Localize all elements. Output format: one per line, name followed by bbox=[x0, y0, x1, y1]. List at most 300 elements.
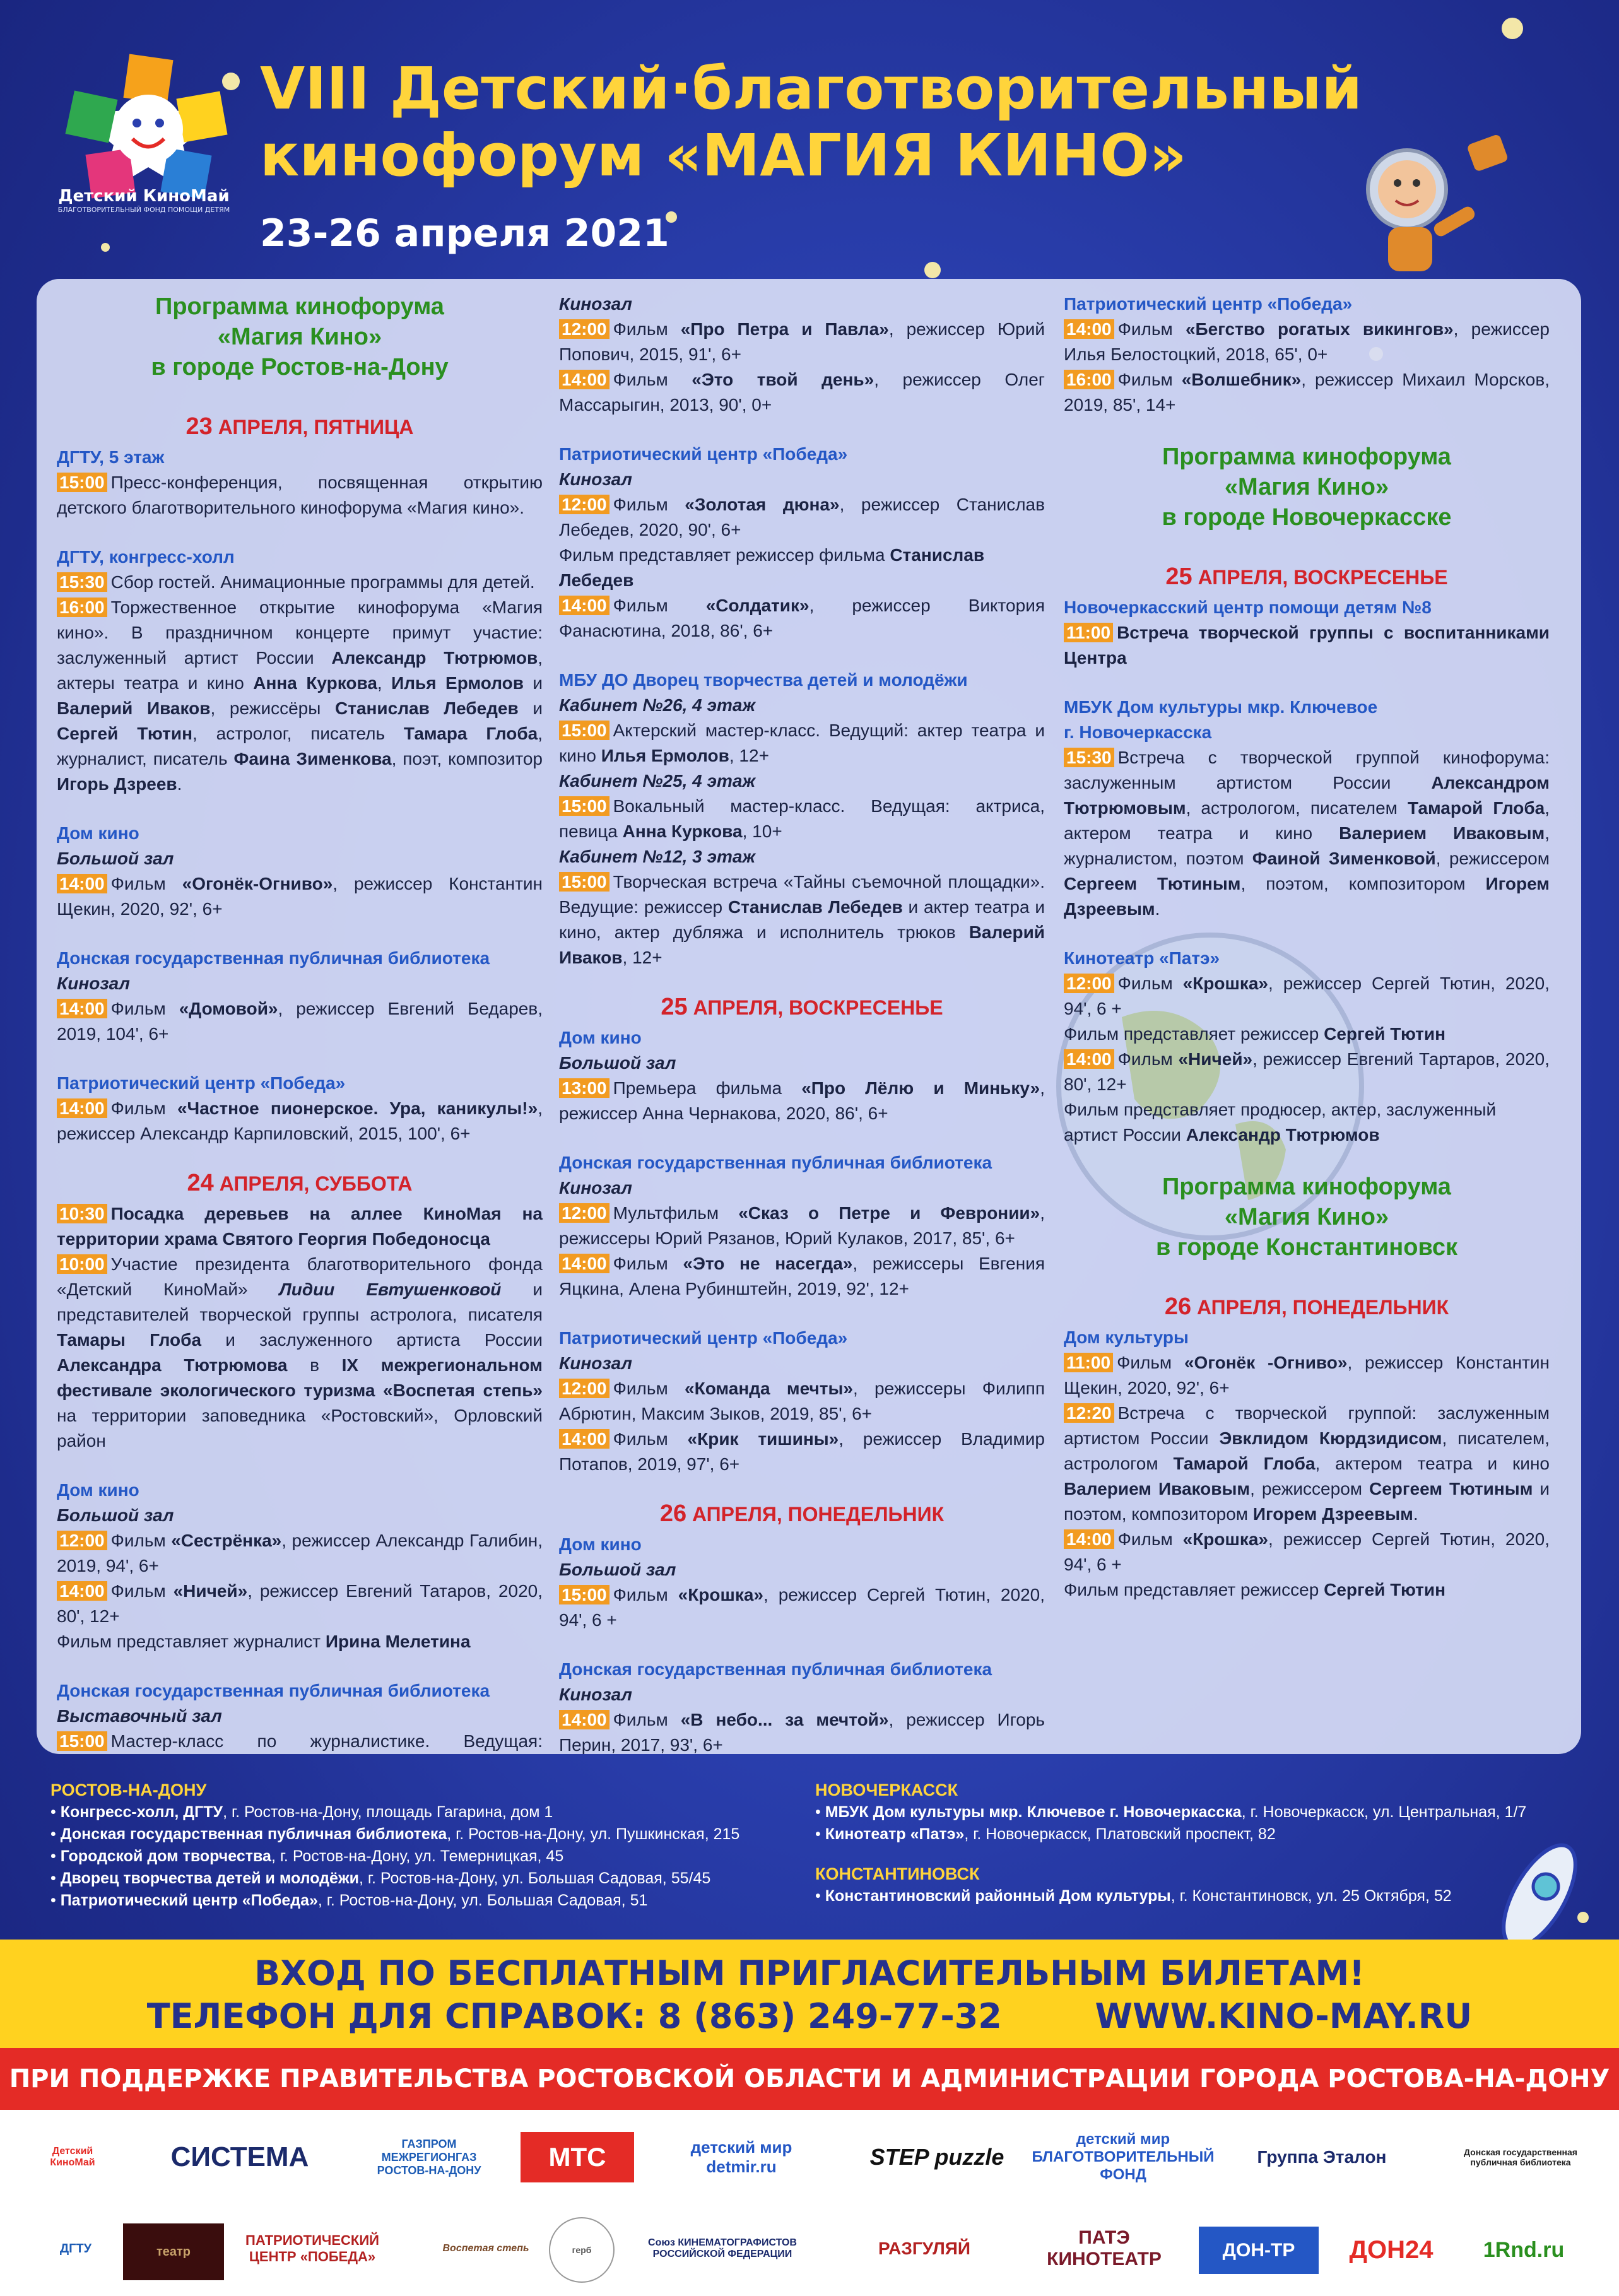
film-title: «Крошка» bbox=[1182, 974, 1269, 993]
day-heading-26 bbox=[559, 1501, 1045, 1527]
event-text: , режиссер Константин Щекин, 2020, 92', 6+ bbox=[57, 874, 543, 919]
event-text: Фильм представляет режиссер bbox=[1064, 1024, 1324, 1044]
event-text: и актер театра и кино, актер дубляжа и исполнитель трюков bbox=[559, 897, 1045, 942]
event-text: в bbox=[287, 1355, 342, 1375]
event-text: Фильм bbox=[1117, 974, 1183, 993]
address-name: МБУК Дом культуры мкр. Ключевое г. Новочеркасска bbox=[825, 1803, 1242, 1821]
day-label: АПРЕЛЯ, ВОСКРЕСЕНЬЕ bbox=[687, 996, 943, 1019]
event-text: Вокальный мастер-класс. Ведущая: актриса, певица bbox=[559, 796, 1045, 841]
event-entry bbox=[57, 470, 543, 521]
event-text: Фильм bbox=[1117, 1353, 1184, 1372]
event-entry bbox=[559, 367, 1045, 418]
city-heading: РОСТОВ-НА-ДОНУ bbox=[50, 1781, 207, 1799]
person-name: Анна Куркова bbox=[622, 821, 743, 841]
event-text: Фильм представляет режиссер фильма bbox=[559, 545, 890, 565]
event-text: Фильм bbox=[110, 999, 179, 1018]
time-badge: 14:00 bbox=[559, 370, 609, 389]
hall-name: Кинозал bbox=[57, 974, 130, 993]
event-block bbox=[559, 1657, 1045, 1754]
time-badge: 15:00 bbox=[559, 1585, 609, 1604]
event-entry bbox=[57, 595, 543, 797]
event-text: , режиссер Евгений Бедарев, 2019, 104', 6+ bbox=[57, 999, 543, 1044]
film-title: «Крошка» bbox=[1182, 1529, 1269, 1549]
event-entry bbox=[559, 1427, 1045, 1477]
venue-name: Дом кино bbox=[57, 823, 139, 843]
page-title bbox=[260, 56, 1459, 189]
event-text: Мультфильм bbox=[613, 1203, 739, 1223]
day-number: 26 bbox=[1164, 1293, 1192, 1320]
column-novocherkassk-konstantinovsk bbox=[1064, 291, 1550, 1627]
film-title: «Огонёк-Огниво» bbox=[182, 874, 333, 893]
city-heading: КОНСТАНТИНОВСК bbox=[815, 1864, 980, 1883]
event-dates: 23-26 апреля 2021 bbox=[260, 211, 669, 256]
person-name: Игорь Дзреев bbox=[57, 774, 177, 794]
address-name: Кинотеатр «Патэ» bbox=[825, 1825, 965, 1843]
venue-name: ДГТУ, 5 этаж bbox=[57, 447, 165, 467]
program-heading-line: «Магия Кино» bbox=[1224, 1204, 1389, 1230]
event-text: Фильм bbox=[613, 370, 692, 389]
person-name: Игорем Дзреевым bbox=[1064, 874, 1550, 919]
time-badge: 15:00 bbox=[559, 872, 609, 892]
event-text: , режиссер Сергей Тютин, 2020, 94', 6 + bbox=[1064, 974, 1550, 1018]
event-text: , режиссер Олег Массарыгин, 2013, 90', 0+ bbox=[559, 370, 1045, 415]
event-text: , режиссер Станислав Лебедев, 2020, 90', 6+ bbox=[559, 495, 1045, 539]
film-title: «Про Петра и Павла» bbox=[680, 319, 889, 339]
time-badge: 14:00 bbox=[559, 1254, 609, 1273]
event-text: , журналистом, поэтом bbox=[1064, 823, 1550, 868]
sponsor-logo: ДОН24 bbox=[1349, 2236, 1434, 2264]
time-badge: 11:00 bbox=[1064, 623, 1113, 642]
program-heading-line: Программа кинофорума bbox=[1162, 1174, 1451, 1200]
event-entry bbox=[559, 1251, 1045, 1302]
event-text: . bbox=[1155, 899, 1160, 919]
program-heading-line: в городе Ростов-на-Дону bbox=[151, 354, 449, 380]
event-text: Фильм bbox=[1117, 319, 1186, 339]
column-rostov-2 bbox=[559, 291, 1045, 1754]
event-text: , поэтом, композитором bbox=[1240, 874, 1486, 893]
program-heading-konstantinovsk bbox=[1064, 1172, 1550, 1263]
sponsor-logo: ГАЗПРОМ МЕЖРЕГИОНГАЗ РОСТОВ-НА-ДОНУ bbox=[377, 2137, 481, 2177]
film-title: «Солдатик» bbox=[705, 596, 810, 615]
event-entry bbox=[1064, 317, 1550, 367]
event-block bbox=[559, 1025, 1045, 1126]
time-badge: 12:00 bbox=[559, 495, 609, 514]
event-entry bbox=[559, 718, 1045, 768]
day-label: АПРЕЛЯ, ПЯТНИЦА bbox=[212, 416, 414, 439]
film-title: «Волшебник» bbox=[1181, 370, 1302, 389]
event-block bbox=[559, 291, 1045, 418]
event-text: на территории заповедника «Ростовский», Орловский район bbox=[57, 1406, 543, 1451]
event-block bbox=[57, 1678, 543, 1754]
venue-name: Донская государственная публичная библиотека bbox=[559, 1153, 992, 1172]
person-name: Сергей Тютин bbox=[57, 724, 192, 743]
person-name: Фаиной Зименковой bbox=[1252, 849, 1436, 868]
hall-name: Кинозал bbox=[559, 1685, 632, 1704]
event-text: , режиссер Игорь Перин, 2017, 93', 6+ bbox=[559, 1710, 1045, 1754]
event-block bbox=[57, 821, 543, 922]
address-name: Донская государственная публичная библиотека bbox=[60, 1825, 447, 1843]
day-heading-25 bbox=[559, 994, 1045, 1020]
event-text: , режиссеры Евгения Яцкина, Алена Рубинштейн, 2019, 92', 12+ bbox=[559, 1254, 1045, 1298]
day-number: 26 bbox=[659, 1500, 687, 1527]
time-badge: 12:00 bbox=[559, 1379, 609, 1398]
event-note bbox=[1064, 1021, 1550, 1047]
address-name: Конгресс-холл, ДГТУ bbox=[60, 1803, 223, 1821]
venue-name: Патриотический центр «Победа» bbox=[57, 1073, 346, 1093]
event-text: Фильм bbox=[613, 1379, 685, 1398]
event-text: Фильм bbox=[613, 1429, 688, 1449]
person-name: Тамара Глоба bbox=[403, 724, 538, 743]
event-entry bbox=[1064, 1401, 1550, 1527]
person-name: Станислав Лебедев bbox=[559, 545, 985, 590]
venue-name: МБУ ДО Дворец творчества детей и молодёжи bbox=[559, 670, 968, 690]
venue-name: Новочеркасский центр помощи детям №8 bbox=[1064, 598, 1432, 617]
event-block bbox=[1064, 695, 1550, 922]
film-title: «Домовой» bbox=[179, 999, 278, 1018]
event-text: Торжественное открытие кинофорума «Магия кино». В праздничном концерте примут участие: заслуженный артист России bbox=[57, 598, 543, 668]
event-text: , 10+ bbox=[742, 821, 782, 841]
time-badge: 15:00 bbox=[57, 473, 107, 492]
program-heading-line: в городе Константиновск bbox=[1155, 1234, 1458, 1261]
program-heading-rostov bbox=[57, 291, 543, 382]
event-entry bbox=[57, 1201, 543, 1252]
time-badge: 10:00 bbox=[57, 1254, 107, 1274]
address-item: • Конгресс-холл, ДГТУ, г. Ростов-на-Дону, площадь Гагарина, дом 1 bbox=[50, 1803, 553, 1821]
day-heading-25 bbox=[1064, 564, 1550, 590]
event-text: , режиссер Сергей Тютин, 2020, 94', 6 + bbox=[1064, 1529, 1550, 1574]
hall-name: Большой зал bbox=[57, 849, 174, 868]
person-name: Валерий Иваков bbox=[57, 698, 211, 718]
address-name: Константиновский районный Дом культуры bbox=[825, 1887, 1171, 1905]
program-heading-line: Программа кинофорума bbox=[155, 293, 444, 320]
time-badge: 12:00 bbox=[1064, 974, 1114, 993]
address-item: • Донская государственная публичная библиотека, г. Ростов-на-Дону, ул. Пушкинская, 215 bbox=[50, 1825, 740, 1843]
event-text: , режиссер Александр Карпиловский, 2015, 100', 6+ bbox=[57, 1098, 543, 1143]
event-text: Фильм bbox=[1117, 1049, 1179, 1069]
person-name: Сергей Тютин bbox=[1324, 1580, 1446, 1599]
event-text: , журналист, писатель bbox=[57, 724, 543, 768]
room-name: Кабинет №12, 3 этаж bbox=[559, 847, 756, 866]
event-text: Фильм bbox=[110, 1581, 174, 1601]
event-text: , поэт, композитор bbox=[391, 749, 543, 768]
person-name: Илья Ермолов bbox=[391, 673, 524, 693]
address-item: • Дворец творчества детей и молодёжи, г. Ростов-на-Дону, ул. Большая Садовая, 55/45 bbox=[50, 1869, 711, 1887]
event-text: и заслуженного артиста России bbox=[201, 1330, 543, 1350]
sponsor-logo: СИСТЕМА bbox=[170, 2141, 309, 2172]
addresses-novocherkassk bbox=[815, 1779, 1526, 1907]
event-text: , астролог, писатель bbox=[192, 724, 404, 743]
event-entry bbox=[1064, 1527, 1550, 1577]
venue-name: Дом кино bbox=[559, 1534, 642, 1554]
film-title: «Про Лёлю и Миньку» bbox=[801, 1078, 1040, 1098]
time-badge: 14:00 bbox=[57, 1098, 107, 1118]
address-text: , г. Ростов-на-Дону, ул. Темерницкая, 45 bbox=[271, 1847, 564, 1865]
event-block bbox=[559, 442, 1045, 644]
person-name: Эвклидом Кюрдзидисом bbox=[1219, 1428, 1442, 1448]
address-text: , г. Ростов-на-Дону, ул. Большая Садовая, 51 bbox=[317, 1892, 648, 1909]
hall-name: Кинозал bbox=[559, 1353, 632, 1373]
venue-name: Дом кино bbox=[559, 1028, 642, 1047]
time-badge: 14:00 bbox=[57, 1581, 107, 1601]
event-entry bbox=[1064, 1350, 1550, 1401]
event-text: , режиссер Анна Чернакова, 2020, 86', 6+ bbox=[559, 1078, 1045, 1123]
sponsor-logo: герб bbox=[549, 2217, 615, 2283]
phone-text: ТЕЛЕФОН ДЛЯ СПРАВОК: 8 (863) 249-77-32 bbox=[146, 1996, 1002, 2036]
event-text: , режиссер Евгений Тартаров, 2020, 80', 12+ bbox=[1064, 1049, 1550, 1094]
event-entry bbox=[559, 492, 1045, 543]
sponsor-logo: ДГТУ bbox=[59, 2241, 92, 2256]
event-block bbox=[57, 1071, 543, 1146]
event-entry bbox=[57, 1096, 543, 1146]
sponsor-logo: STEP puzzle bbox=[869, 2144, 1004, 2170]
event-text: Мастер-класс по журналистике. Ведущая: bbox=[110, 1731, 543, 1751]
day-label: АПРЕЛЯ, ВОСКРЕСЕНЬЕ bbox=[1192, 566, 1448, 589]
person-name: Илья Ермолов bbox=[601, 746, 729, 765]
venue-name: Кинотеатр «Патэ» bbox=[1064, 948, 1220, 968]
person-name: Сергеем Тютиным bbox=[1064, 874, 1241, 893]
event-entry bbox=[559, 794, 1045, 844]
film-title: «Бегство рогатых викингов» bbox=[1185, 319, 1454, 339]
event-text: , режиссером bbox=[1250, 1479, 1369, 1498]
person-name: Тамарой Глоба bbox=[1173, 1454, 1316, 1473]
time-badge: 14:00 bbox=[1064, 1049, 1114, 1069]
time-badge: 16:00 bbox=[1064, 370, 1114, 389]
event-entry bbox=[57, 871, 543, 922]
person-name: Александр Тютрюмов bbox=[1186, 1125, 1380, 1145]
time-badge: 14:00 bbox=[57, 874, 107, 893]
person-name: Анна Куркова bbox=[253, 673, 377, 693]
event-text: Встреча творческой группы с воспитанниками Центра bbox=[1064, 623, 1550, 668]
event-text: , режиссер Владимир Потапов, 2019, 97', 6+ bbox=[559, 1429, 1045, 1474]
time-badge: 12:20 bbox=[1064, 1403, 1114, 1423]
venue-city: г. Новочеркасска bbox=[1064, 722, 1212, 742]
program-heading-novocherkassk bbox=[1064, 442, 1550, 533]
person-name: Ирина Мелетина bbox=[325, 1632, 471, 1651]
event-text: Фильм представляет режиссер bbox=[1064, 1580, 1324, 1599]
event-entry bbox=[559, 1201, 1045, 1251]
hall-name: Выставочный зал bbox=[57, 1706, 222, 1726]
venue-name: Донская государственная публичная библиотека bbox=[57, 1681, 490, 1700]
time-badge: 15:30 bbox=[57, 572, 107, 592]
event-text: , режиссеры Юрий Рязанов, Юрий Кулаков, 2017, 85', 6+ bbox=[559, 1203, 1045, 1248]
event-text: Сбор гостей. Анимационные программы для детей. bbox=[110, 572, 535, 592]
event-entry bbox=[559, 1376, 1045, 1427]
venue-name: Патриотический центр «Победа» bbox=[1064, 294, 1353, 314]
sponsor-logo: детский мир БЛАГОТВОРИТЕЛЬНЫЙ ФОНД bbox=[1032, 2131, 1215, 2183]
address-name: Дворец творчества детей и молодёжи bbox=[60, 1869, 360, 1887]
venue-name: Патриотический центр «Победа» bbox=[559, 444, 848, 464]
hall-name: Кинозал bbox=[559, 469, 632, 489]
day-number: 25 bbox=[661, 994, 688, 1020]
hall-name: Кинозал bbox=[559, 1178, 632, 1198]
event-block bbox=[1064, 595, 1550, 671]
time-badge: 11:00 bbox=[1064, 1353, 1113, 1372]
city-heading: НОВОЧЕРКАССК bbox=[815, 1781, 958, 1799]
time-badge: 14:00 bbox=[559, 596, 609, 615]
event-block bbox=[559, 1326, 1045, 1477]
event-text: и поэтом, композитором bbox=[1064, 1479, 1550, 1524]
person-name: Валерием Иваковым bbox=[1064, 1479, 1251, 1498]
event-text: , 12+ bbox=[729, 746, 769, 765]
person-name: Станислав Лебедев bbox=[727, 897, 903, 917]
event-entry bbox=[559, 1076, 1045, 1126]
event-text: Премьера фильма bbox=[613, 1078, 802, 1098]
time-badge: 15:00 bbox=[57, 1731, 107, 1751]
address-name: Городской дом творчества bbox=[60, 1847, 271, 1865]
program-heading-line: в городе Новочеркасске bbox=[1162, 504, 1452, 531]
event-entry bbox=[1064, 745, 1550, 922]
event-text: Фильм bbox=[110, 1098, 177, 1118]
sponsor-logo: ПАТЭ КИНОТЕАТР bbox=[1047, 2227, 1162, 2270]
event-entry bbox=[1064, 971, 1550, 1021]
event-entry bbox=[559, 317, 1045, 367]
film-title: «Огонёк -Огниво» bbox=[1184, 1353, 1348, 1372]
event-text: . bbox=[177, 774, 182, 794]
sponsor-logo: МТС bbox=[521, 2132, 634, 2182]
person-name: Валерий Иваков bbox=[559, 922, 1045, 967]
event-note bbox=[1064, 1097, 1550, 1148]
event-text: Встреча с творческой группой кинофорума: заслуженным артистом России bbox=[1064, 748, 1550, 792]
event-text: Фильм bbox=[110, 874, 182, 893]
venue-name: МБУК Дом культуры мкр. Ключевое bbox=[1064, 697, 1378, 717]
film-title: «Крошка» bbox=[678, 1585, 764, 1604]
film-title: «Сестрёнка» bbox=[171, 1531, 282, 1550]
day-label: АПРЕЛЯ, СУББОТА bbox=[213, 1172, 413, 1195]
program-heading-line: «Магия Кино» bbox=[1224, 474, 1389, 500]
festival-name: IX межрегиональном фестивале экологического туризма «Воспетая степь» bbox=[57, 1355, 543, 1400]
venue-name: Патриотический центр «Победа» bbox=[559, 1328, 848, 1348]
time-badge: 15:00 bbox=[559, 721, 609, 740]
time-badge: 15:30 bbox=[1064, 748, 1114, 767]
event-text: , режиссером bbox=[1435, 849, 1550, 868]
sponsor-logo: Детский КиноМай bbox=[50, 2146, 95, 2168]
event-text: , 12+ bbox=[622, 948, 662, 967]
support-banner: ПРИ ПОДДЕРЖКЕ ПРАВИТЕЛЬСТВА РОСТОВСКОЙ ОБЛАСТИ И АДМИНИСТРАЦИИ ГОРОДА РОСТОВА-НА-ДОНУ bbox=[0, 2048, 1619, 2110]
address-item: • Кинотеатр «Патэ», г. Новочеркасск, Платовский проспект, 82 bbox=[815, 1825, 1276, 1843]
event-text: , режиссер Александр Галибин, 2019, 94', 6+ bbox=[57, 1531, 543, 1575]
film-title: «Крик тишины» bbox=[687, 1429, 839, 1449]
film-title: «Ничей» bbox=[1178, 1049, 1253, 1069]
logo-sub: БЛАГОТВОРИТЕЛЬНЫЙ ФОНД ПОМОЩИ ДЕТЯМ bbox=[57, 206, 230, 214]
event-text: Фильм bbox=[613, 1585, 678, 1604]
person-name: Станислав Лебедев bbox=[335, 698, 519, 718]
event-entry bbox=[57, 1579, 543, 1629]
time-badge: 14:00 bbox=[559, 1429, 609, 1449]
person-name: Сергей Тютин bbox=[1324, 1024, 1446, 1044]
address-item: • Патриотический центр «Победа», г. Ростов-на-Дону, ул. Большая Садовая, 51 bbox=[50, 1892, 648, 1909]
event-entry bbox=[559, 593, 1045, 644]
event-note bbox=[57, 1629, 543, 1654]
time-badge: 12:00 bbox=[57, 1531, 107, 1550]
hall-name: Большой зал bbox=[559, 1560, 676, 1579]
event-text: , режиссер Сергей Тютин, 2020, 94', 6 + bbox=[559, 1585, 1045, 1630]
person-name: Александра Тютрюмова bbox=[57, 1355, 288, 1375]
address-text: , г. Новочеркасск, ул. Центральная, 1/7 bbox=[1241, 1803, 1527, 1821]
logo-caption bbox=[49, 187, 238, 214]
event-text: , режиссер Илья Белостоцкий, 2018, 65', 0+ bbox=[1064, 319, 1550, 364]
day-heading-24 bbox=[57, 1170, 543, 1196]
event-text: . bbox=[1413, 1504, 1418, 1524]
film-title: «Команда мечты» bbox=[685, 1379, 853, 1398]
sponsor-logo: ПАТРИОТИЧЕСКИЙ ЦЕНТР «ПОБЕДА» bbox=[245, 2232, 379, 2264]
event-entry bbox=[57, 1729, 543, 1754]
addresses-rostov bbox=[50, 1779, 739, 1912]
event-entry bbox=[559, 1707, 1045, 1754]
event-text: , режиссер Михаил Морсков, 2019, 85', 14+ bbox=[1064, 370, 1550, 415]
venue-name: Донская государственная публичная библиотека bbox=[559, 1659, 992, 1679]
film-title: «Это твой день» bbox=[692, 370, 874, 389]
time-badge: 14:00 bbox=[57, 999, 107, 1018]
event-entry bbox=[57, 1252, 543, 1454]
event-block bbox=[57, 545, 543, 797]
event-text: Пресс-конференция, посвященная открытию детского благотворительного кинофорума «Магия кино». bbox=[57, 473, 543, 517]
contact-line bbox=[0, 1996, 1619, 2036]
day-heading-26 bbox=[1064, 1294, 1550, 1320]
program-heading-line: «Магия Кино» bbox=[217, 324, 382, 350]
website-link[interactable]: WWW.KINO-MAY.RU bbox=[1095, 1996, 1473, 2036]
person-name: Сергеем Тютиным bbox=[1369, 1479, 1533, 1498]
event-block bbox=[559, 1532, 1045, 1633]
address-text: , г. Ростов-на-Дону, ул. Пушкинская, 215 bbox=[447, 1825, 740, 1843]
film-title: «Ничей» bbox=[173, 1581, 248, 1601]
room-name: Кабинет №26, 4 этаж bbox=[559, 695, 756, 715]
person-name: Тамарой Глоба bbox=[1407, 798, 1545, 818]
room-name: Кабинет №25, 4 этаж bbox=[559, 771, 756, 791]
event-text: и bbox=[518, 698, 543, 718]
logo-name: Детский КиноМай bbox=[58, 187, 230, 206]
title-line-1: VIII Детский·благотворительный bbox=[260, 55, 1362, 122]
time-badge: 12:00 bbox=[559, 319, 609, 339]
event-block bbox=[57, 946, 543, 1047]
hall-name: Большой зал bbox=[559, 1053, 676, 1073]
event-entry bbox=[559, 1582, 1045, 1633]
event-block bbox=[559, 1150, 1045, 1302]
event-text: Фильм bbox=[613, 1254, 683, 1273]
venue-name: ДГТУ, конгресс-холл bbox=[57, 547, 235, 567]
free-entry-text: ВХОД ПО БЕСПЛАТНЫМ ПРИГЛАСИТЕЛЬНЫМ БИЛЕТАМ! bbox=[254, 1953, 1365, 1993]
event-text: Фильм bbox=[1117, 1529, 1183, 1549]
program-panel bbox=[37, 279, 1581, 1754]
event-text: , актером театра и кино bbox=[1064, 798, 1550, 843]
person-name: Фаина Зименкова bbox=[233, 749, 392, 768]
event-block bbox=[1064, 1325, 1550, 1603]
address-item: • Константиновский районный Дом культуры, г. Константиновск, ул. 25 Октября, 52 bbox=[815, 1887, 1452, 1905]
address-text: , г. Новочеркасск, Платовский проспект, 82 bbox=[964, 1825, 1276, 1843]
event-text: Фильм представляет продюсер, актер, заслуженный артист России bbox=[1064, 1100, 1497, 1145]
person-name: Лидии Евтушенковой bbox=[279, 1280, 502, 1299]
address-text: , г. Ростов-на-Дону, площадь Гагарина, дом 1 bbox=[223, 1803, 553, 1821]
person-name: Александром Тютрюмовым bbox=[1064, 773, 1550, 818]
address-item: • Городской дом творчества, г. Ростов-на-Дону, ул. Темерницкая, 45 bbox=[50, 1847, 564, 1865]
event-text: , режиссер Юрий Попович, 2015, 91', 6+ bbox=[559, 319, 1045, 364]
event-text: Фильм bbox=[613, 319, 681, 339]
film-title: «Частное пионерское. Ура, каникулы!» bbox=[177, 1098, 538, 1118]
sponsor-logo: РАЗГУЛЯЙ bbox=[878, 2239, 971, 2258]
day-label: АПРЕЛЯ, ПОНЕДЕЛЬНИК bbox=[1191, 1296, 1449, 1319]
sponsor-logo: детский мир detmir.ru bbox=[690, 2138, 792, 2176]
event-block bbox=[559, 668, 1045, 970]
sponsor-logo: Донская государственная публичная библиотека bbox=[1464, 2147, 1577, 2167]
event-entry bbox=[1064, 620, 1550, 671]
sponsors-strip bbox=[0, 2110, 1619, 2296]
event-entry bbox=[1064, 1047, 1550, 1097]
person-name: Тамары Глоба bbox=[57, 1330, 202, 1350]
event-text: , писателем, астрологом bbox=[1064, 1428, 1550, 1473]
venue-name: Донская государственная публичная библиотека bbox=[57, 948, 490, 968]
event-text: , режиссер Евгений Татаров, 2020, 80', 12+ bbox=[57, 1581, 543, 1626]
event-text: , режиссеры Филипп Абрютин, Максим Зыков, 2019, 85', 6+ bbox=[559, 1379, 1045, 1423]
sponsor-logo: 1Rnd.ru bbox=[1483, 2238, 1565, 2262]
